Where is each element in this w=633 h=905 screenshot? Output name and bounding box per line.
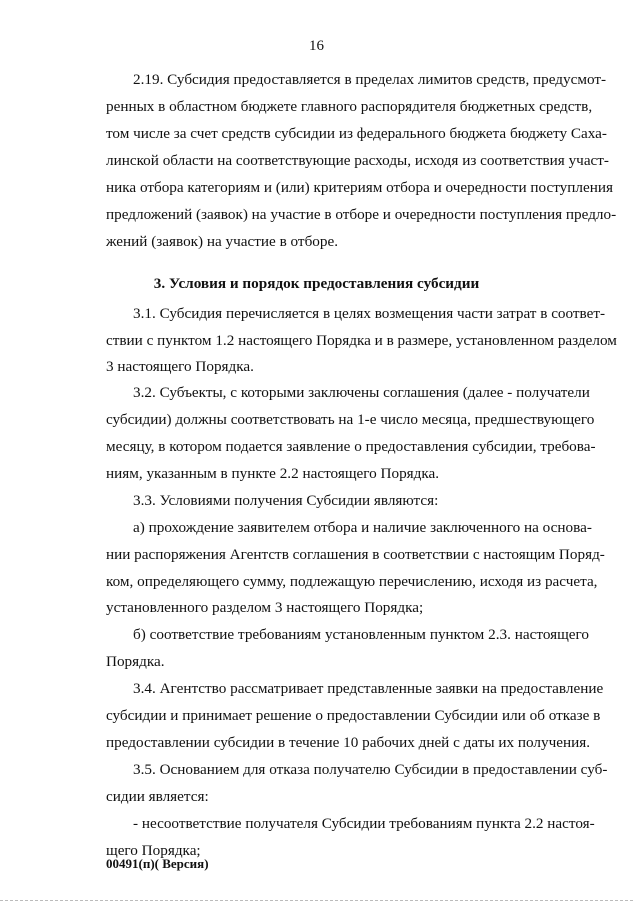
paragraph-line: ренных в областном бюджете главного распорядителя бюджетных средств, [106, 98, 593, 115]
document-footer-code: 00491(п)( Версия) [106, 856, 209, 871]
page-number: 16 [309, 38, 324, 54]
paragraph-line: жений (заявок) на участие в отборе. [106, 233, 339, 250]
paragraph-line: месяцу, в котором подается заявление о предоставления субсидии, требова- [106, 438, 596, 455]
page-bottom-divider [0, 900, 633, 901]
paragraph-line: 3.4. Агентство рассматривает представленные заявки на предоставление [133, 680, 604, 697]
paragraph-line: 3.1. Субсидия перечисляется в целях возмещения части затрат в соответ- [133, 305, 606, 322]
paragraph-line: ствии с пунктом 1.2 настоящего Порядка и в размере, установленном разделом [106, 332, 617, 349]
paragraph-line: ниям, указанным в пункте 2.2 настоящего Порядка. [106, 465, 440, 482]
paragraph-line: предоставлении субсидии в течение 10 рабочих дней с даты их получения. [106, 734, 590, 751]
paragraph-line: 3 настоящего Порядка. [106, 358, 254, 375]
paragraph-line: ком, определяющего сумму, подлежащую перечислению, исходя из расчета, [106, 573, 598, 590]
paragraph-line: том числе за счет средств субсидии из федерального бюджета бюджету Саха- [106, 125, 607, 142]
paragraph-line: - несоответствие получателя Субсидии требованиям пункта 2.2 настоя- [133, 815, 595, 832]
paragraph-line: 3.3. Условиями получения Субсидии являются: [133, 492, 439, 509]
paragraph-line: сидии является: [106, 788, 209, 805]
paragraph-line: нии распоряжения Агентств соглашения в соответствии с настоящим Поряд- [106, 546, 605, 563]
paragraph-line: ника отбора категориям и (или) критериям отбора и очередности поступления [106, 179, 613, 196]
paragraph-line: 2.19. Субсидия предоставляется в пределах лимитов средств, предусмот- [133, 71, 607, 88]
paragraph-line: субсидии) должны соответствовать на 1-е число месяца, предшествующего [106, 411, 595, 428]
paragraph-line: Порядка. [106, 653, 165, 670]
paragraph-line: линской области на соответствующие расходы, исходя из соответствия участ- [106, 152, 609, 169]
paragraph-line: 3.2. Субъекты, с которыми заключены соглашения (далее - получатели [133, 384, 590, 401]
paragraph-line: 3.5. Основанием для отказа получателю Субсидии в предоставлении суб- [133, 761, 608, 778]
paragraph-line: субсидии и принимает решение о предоставлении Субсидии или об отказе в [106, 707, 601, 724]
paragraph-line: предложений (заявок) на участие в отборе и очередности поступления предло- [106, 206, 617, 223]
section-heading: 3. Условия и порядок предоставления субсидии [153, 275, 480, 292]
paragraph-line: а) прохождение заявителем отбора и наличие заключенного на основа- [133, 519, 592, 536]
paragraph-line: установленного разделом 3 настоящего Порядка; [106, 599, 424, 616]
paragraph-line: щего Порядка; [106, 842, 201, 859]
paragraph-line: б) соответствие требованиям установленным пунктом 2.3. настоящего [133, 626, 589, 643]
